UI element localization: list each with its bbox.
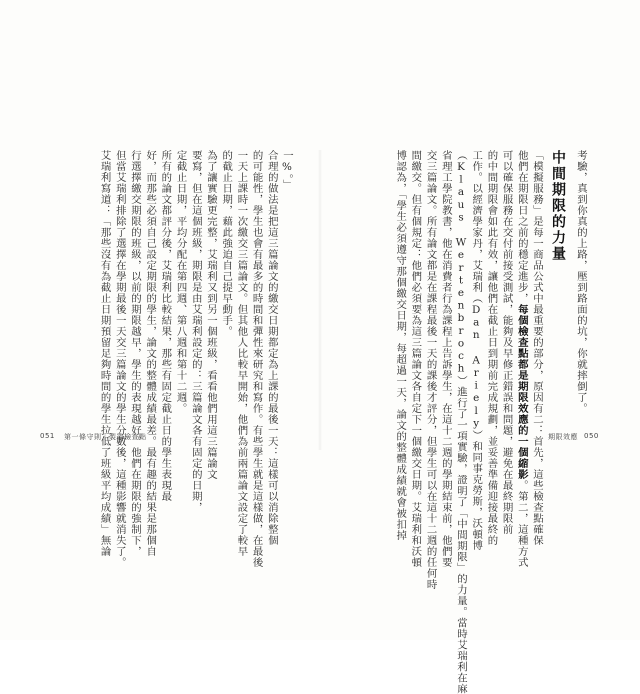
- right-page-number: 050: [584, 432, 599, 440]
- text-line: 但當艾瑞利排除了選擇在學期最後一天交三篇論文的學生分數後，這種影響就消失了。: [113, 150, 126, 568]
- left-running-head: 第一條守則｜製造檢查點: [64, 433, 147, 441]
- text-line: （Klaus Wertenbroch）進行了一項實驗，證明了「中間期限」的力量。當時艾瑞利在麻: [454, 150, 467, 694]
- text-line: 為了讓實驗更完整，艾瑞利又到另一個班級，看看他們用這三篇論文: [204, 150, 217, 480]
- text-line: 行選擇繳交期限的班級，以前的期限越早，學生的表現越好。他們在期限的強制下，: [128, 150, 141, 557]
- bold-phrase: 每個檢查點都是期限效應的一個縮影: [515, 304, 528, 480]
- text-line: 的可能性，學生也會有最多的時間和彈性來研究和寫作。有些學生就是這樣做，在最後: [250, 150, 263, 568]
- gutter: [318, 150, 322, 450]
- text-line: 博認為，「學生必須遵守那個繳交日期，每超過一天，論文的整體成績就會被扣掉: [394, 150, 407, 541]
- text-line: 考驗，真到你真的上路，壓到路面的坑，你就摔倒了。: [575, 150, 587, 414]
- text-line: 可以確保服務在交付前接受測試，能夠及早修正錯誤和問題，避免在最終期限前: [500, 150, 513, 535]
- section-heading: 中間期限的力量: [550, 150, 566, 262]
- text-line: 的截止日期，藉此強迫自己提早動手。: [220, 150, 233, 337]
- text-line: 工作。以經濟學家丹，艾瑞利（Dan Ariely）和同事克勞斯，沃頓博: [470, 150, 483, 551]
- text-line: 他們在期限日之前的穩定進步，每個檢查點都是期限效應的一個縮影。第二，這種方式: [515, 150, 528, 568]
- left-page-number: 051: [40, 432, 55, 440]
- text-line: 艾瑞利寫道：「那些沒有為截止日期預留足夠時間的學生拉低了班級平均成績」無論: [98, 150, 111, 557]
- text-line: 一%。」: [281, 150, 293, 191]
- right-page-body: [330, 150, 544, 694]
- text-line: 交三篇論文。所有論文都是在課程最後一天的課後才評分，但學生可以在這十二週的任何時: [424, 150, 437, 590]
- text-line: 一天上課時一次繳交三篇論文。但其他人比較早開始，他們為前兩篇論文設定了較早: [235, 150, 248, 557]
- text-line: 合理的做法是把這三篇論文的繳交日期都定為上課的最後一天：這樣可以消除整個: [265, 150, 278, 546]
- text-line: 定截止日期，平均分配在第四週、第八週和第十二週。: [174, 150, 187, 414]
- text-line: 省理工學院教書，他在消費者行為課程上告訴學生，在這十二週的學期結束前，他們要: [439, 150, 452, 568]
- text-line: 「模擬服務」是每一商品公式中最重要的部分，原因有二：首先，這些檢查點確保: [531, 150, 543, 546]
- text-line: 所有的論文都評分後，艾瑞利比較結果，那些有固定截止日的學生表現最: [159, 150, 172, 502]
- opening-line: [572, 150, 588, 422]
- right-running-head: 期限效應: [548, 433, 578, 441]
- text-line: 要寫，但在這個班級，期限是由艾瑞利設定的：三篇論文各有固定的日期，: [189, 150, 202, 513]
- text-line: 的中間期限會如此有效，讓他們在截止日到期前完成規劃，並妥善準備迎接最終的: [485, 150, 498, 546]
- text-line: 間繳交。但有個規定：他們必須要為這三篇論文各自定下一個繳交日期。艾瑞利和沃頓: [409, 150, 422, 568]
- text-line: 好，而那些必須自己設定期限的學生，論文的整體成績最差。最有趣的結果是那個自: [144, 150, 157, 557]
